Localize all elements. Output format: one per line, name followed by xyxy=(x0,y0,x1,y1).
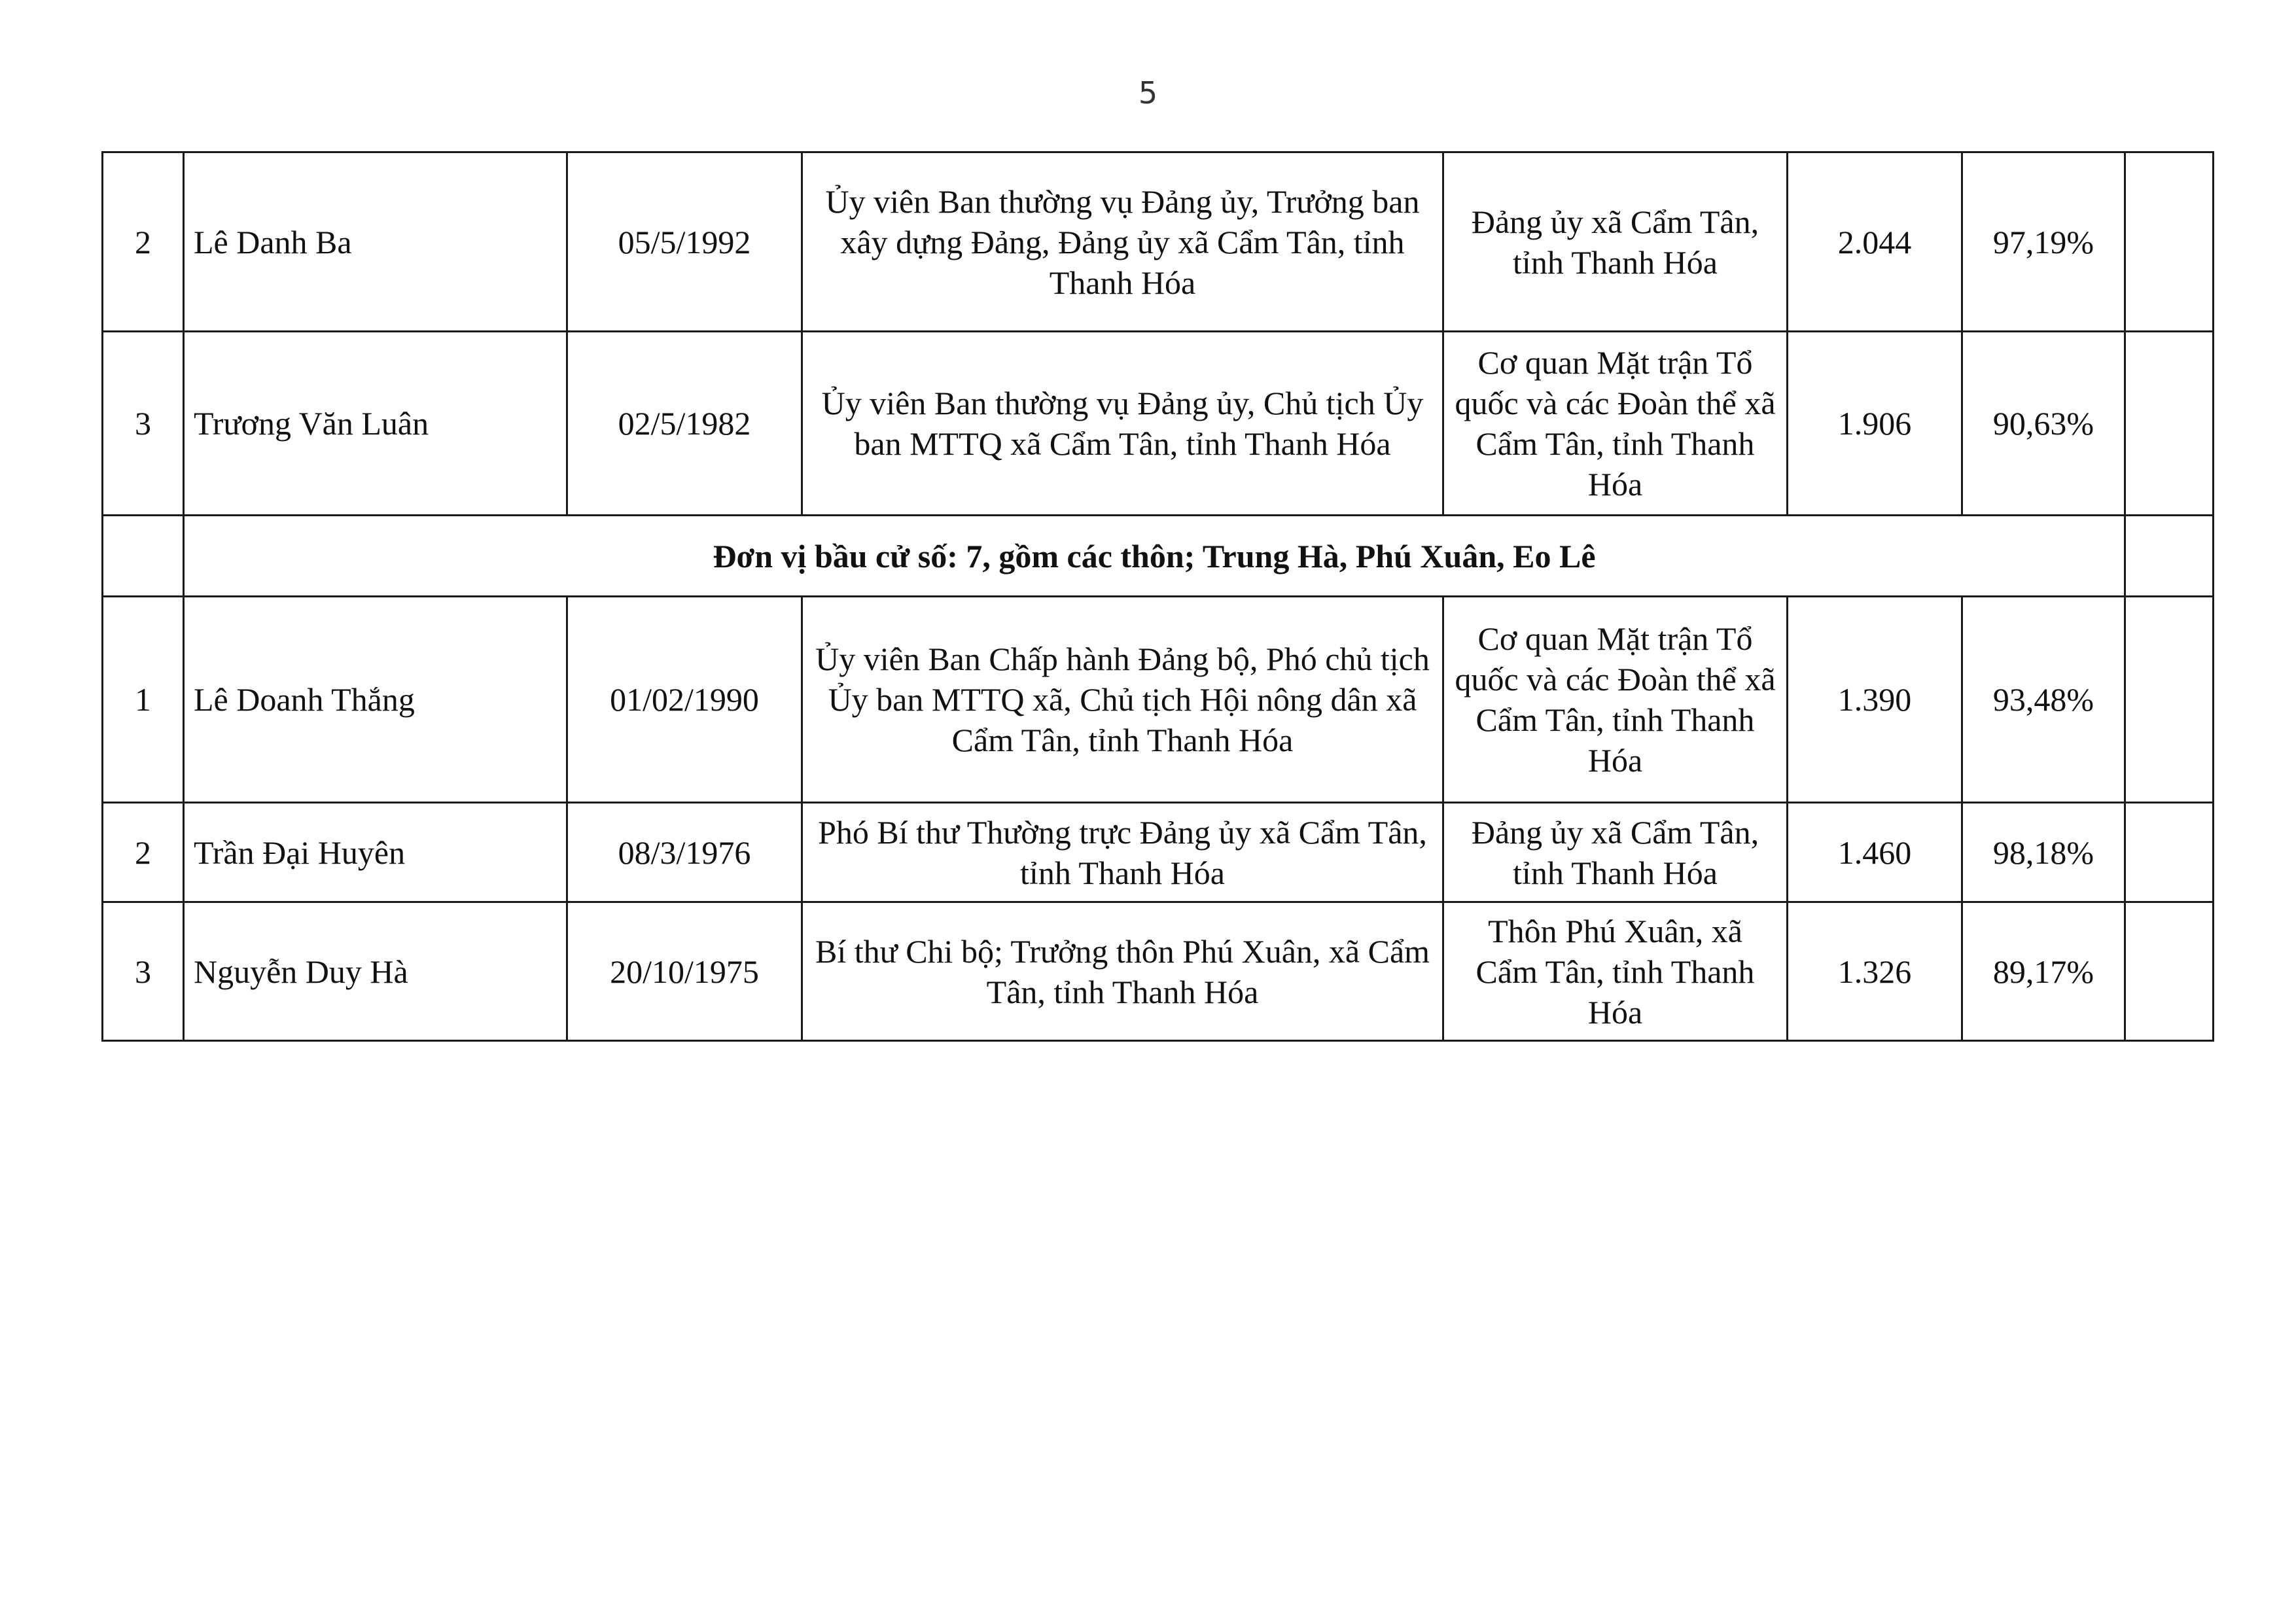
date-of-birth: 20/10/1975 xyxy=(567,902,802,1041)
table-row xyxy=(103,803,2214,902)
row-number: 2 xyxy=(103,152,184,332)
note xyxy=(2125,152,2214,332)
vote-percent: 90,63% xyxy=(1962,332,2125,516)
candidate-name: Nguyễn Duy Hà xyxy=(184,902,567,1041)
vote-count: 1.906 xyxy=(1788,332,1962,516)
position: Ủy viên Ban thường vụ Đảng ủy, Trưởng ban xây dựng Đảng, Đảng ủy xã Cẩm Tân, tỉnh Thanh Hóa xyxy=(802,152,1443,332)
position: Ủy viên Ban Chấp hành Đảng bộ, Phó chủ tịch Ủy ban MTTQ xã, Chủ tịch Hội nông dân xã Cẩm Tân, tỉnh Thanh Hóa xyxy=(802,597,1443,803)
vote-count: 1.460 xyxy=(1788,803,1962,902)
vote-percent: 89,17% xyxy=(1962,902,2125,1041)
date-of-birth: 05/5/1992 xyxy=(567,152,802,332)
date-of-birth: 02/5/1982 xyxy=(567,332,802,516)
candidate-name: Trần Đại Huyên xyxy=(184,803,567,902)
page-number: 5 xyxy=(1138,75,1158,111)
workplace: Cơ quan Mặt trận Tổ quốc và các Đoàn thể xã Cẩm Tân, tỉnh Thanh Hóa xyxy=(1443,597,1788,803)
workplace: Thôn Phú Xuân, xã Cẩm Tân, tỉnh Thanh Hóa xyxy=(1443,902,1788,1041)
vote-percent: 93,48% xyxy=(1962,597,2125,803)
row-number: 3 xyxy=(103,902,184,1041)
row-number: 2 xyxy=(103,803,184,902)
table-row xyxy=(103,332,2214,516)
workplace: Đảng ủy xã Cẩm Tân, tỉnh Thanh Hóa xyxy=(1443,803,1788,902)
vote-percent: 97,19% xyxy=(1962,152,2125,332)
table-row xyxy=(103,902,2214,1041)
position: Ủy viên Ban thường vụ Đảng ủy, Chủ tịch Ủy ban MTTQ xã Cẩm Tân, tỉnh Thanh Hóa xyxy=(802,332,1443,516)
vote-percent: 98,18% xyxy=(1962,803,2125,902)
row-number: 3 xyxy=(103,332,184,516)
section-title: Đơn vị bầu cử số: 7, gồm các thôn; Trung Hà, Phú Xuân, Eo Lê xyxy=(184,516,2125,597)
candidate-name: Lê Danh Ba xyxy=(184,152,567,332)
section-blank-cell xyxy=(2125,516,2214,597)
position: Bí thư Chi bộ; Trưởng thôn Phú Xuân, xã Cẩm Tân, tỉnh Thanh Hóa xyxy=(802,902,1443,1041)
date-of-birth: 08/3/1976 xyxy=(567,803,802,902)
vote-count: 1.326 xyxy=(1788,902,1962,1041)
workplace: Đảng ủy xã Cẩm Tân, tỉnh Thanh Hóa xyxy=(1443,152,1788,332)
section-blank-cell xyxy=(103,516,184,597)
table-row xyxy=(103,152,2214,332)
candidate-name: Trương Văn Luân xyxy=(184,332,567,516)
position: Phó Bí thư Thường trực Đảng ủy xã Cẩm Tân, tỉnh Thanh Hóa xyxy=(802,803,1443,902)
workplace: Cơ quan Mặt trận Tổ quốc và các Đoàn thể xã Cẩm Tân, tỉnh Thanh Hóa xyxy=(1443,332,1788,516)
vote-count: 2.044 xyxy=(1788,152,1962,332)
row-number: 1 xyxy=(103,597,184,803)
section-header-row xyxy=(103,516,2214,597)
vote-count: 1.390 xyxy=(1788,597,1962,803)
note xyxy=(2125,902,2214,1041)
note xyxy=(2125,803,2214,902)
date-of-birth: 01/02/1990 xyxy=(567,597,802,803)
note xyxy=(2125,597,2214,803)
candidate-name: Lê Doanh Thắng xyxy=(184,597,567,803)
note xyxy=(2125,332,2214,516)
table-row xyxy=(103,597,2214,803)
election-results-table xyxy=(101,151,2214,1042)
